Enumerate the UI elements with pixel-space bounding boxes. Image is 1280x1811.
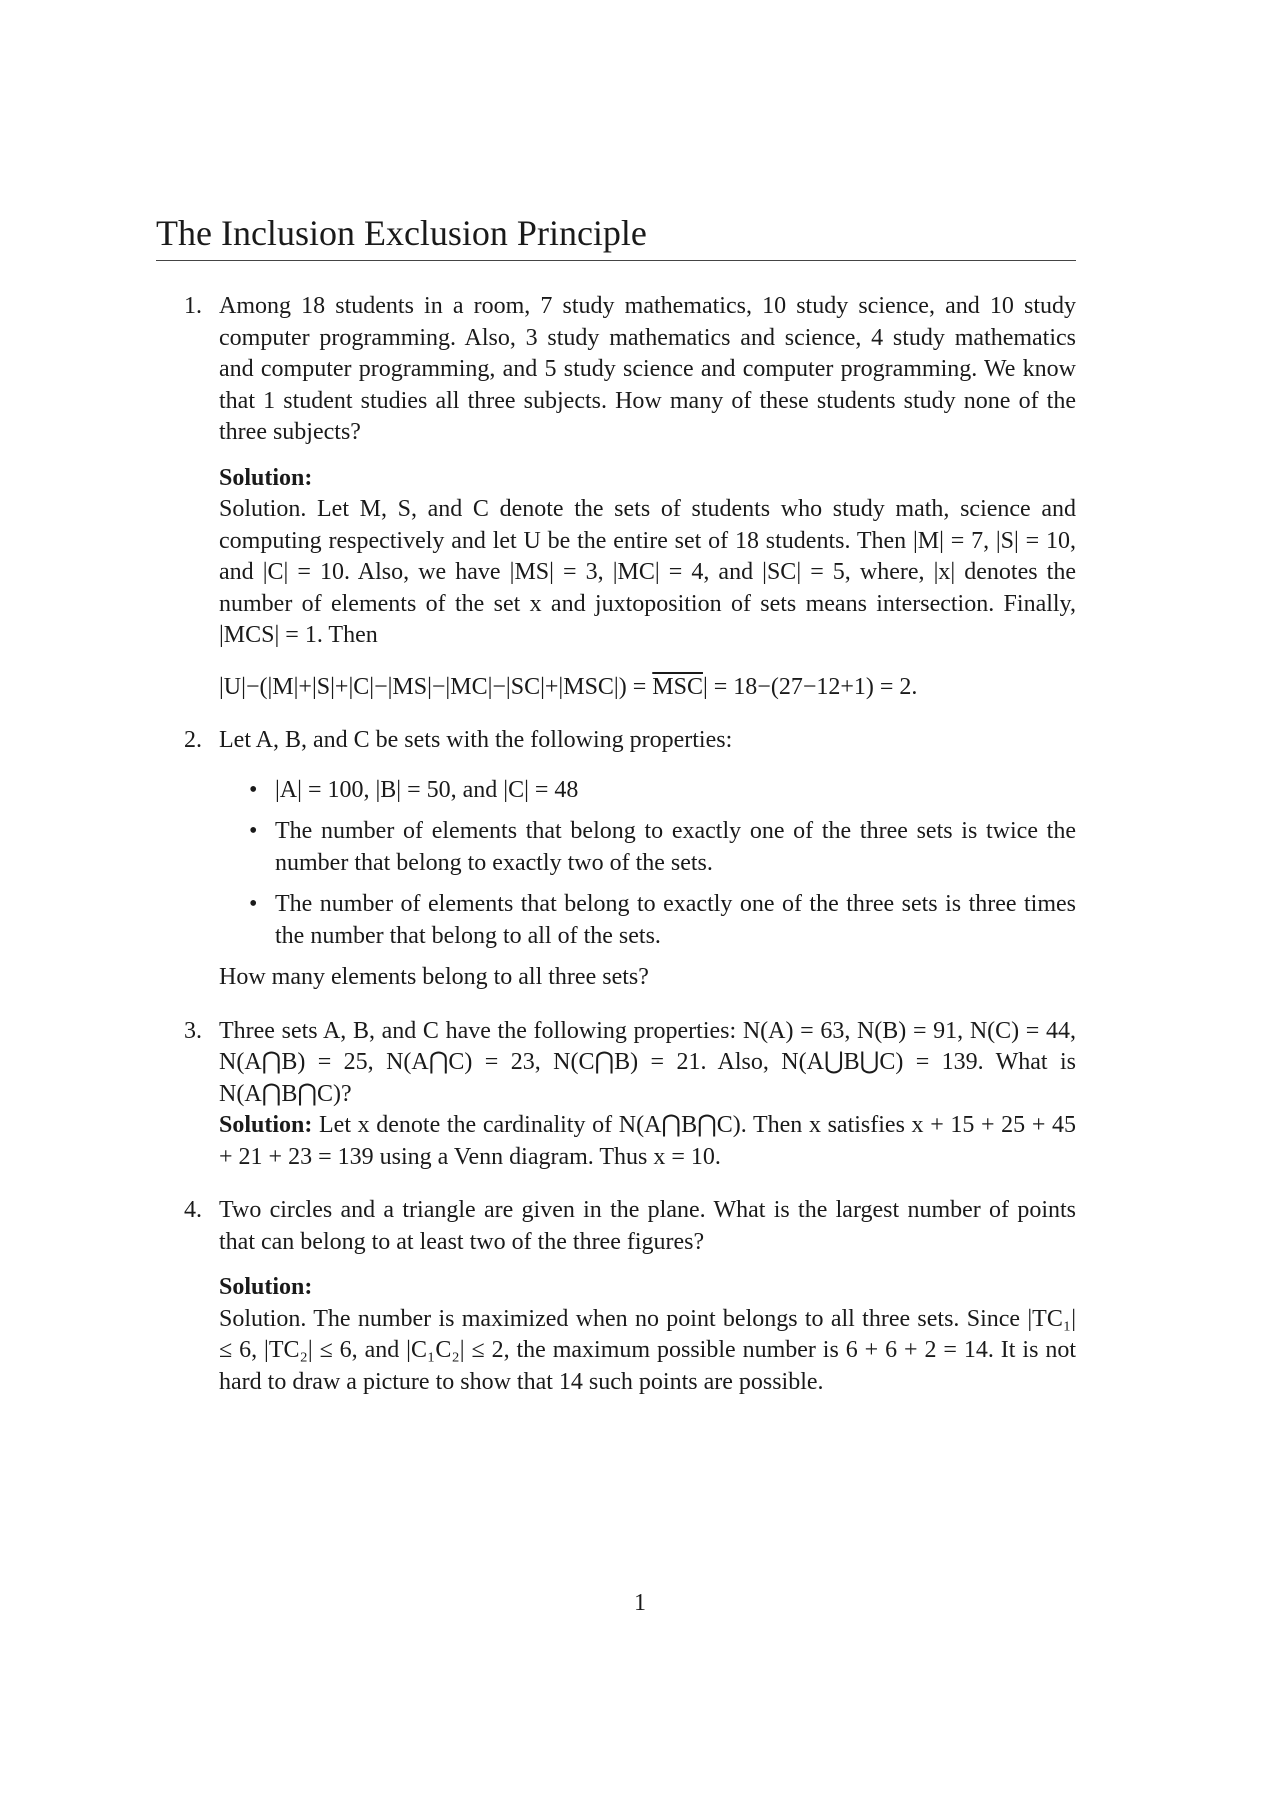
- problem-number: 2.: [184, 727, 202, 753]
- solution-label: Solution:: [219, 1112, 313, 1138]
- problem-number: 3.: [184, 1017, 202, 1044]
- problem-number: 4.: [184, 1197, 202, 1223]
- bullet-icon: •: [249, 776, 258, 803]
- solution: [219, 1110, 1076, 1173]
- solution-text: Solution. Let M, S, and C denote the sets of students who study math, science and computing respectively and let U be the entire set of 18 students. Then |M| = 7, |S| = 10, and |C| = 10. Also, we have |MS| = 3, |MC| = 4, and |SC| = 5, where, |x| denotes the number of elements of the set x and juxtoposition of sets means intersection. Finally, |MCS| = 1. Then: [219, 496, 1076, 648]
- equation: [219, 672, 1076, 704]
- followup-question: How many elements belong to all three sets?: [219, 964, 649, 990]
- solution-text: Solution. The number is maximized when no point belongs to all three sets. Since |TC₁| ≤ 6, |TC₂| ≤ 6, and |C₁C₂| ≤ 2, the maximum possible number is 6 + 6 + 2 = 14. It is not hard to draw a picture to show that 14 such points are possible.: [219, 1305, 1076, 1395]
- solution-label: Solution:: [219, 1274, 313, 1300]
- problem-text: Three sets A, B, and C have the following properties: N(A) = 63, N(B) = 91, N(C) = 44, N(A⋂B) = 25, N(A⋂C) = 23, N(C⋂B) = 21. Also, N(A⋃B⋃C) = 139. What is N(A⋂B⋂C)?: [219, 1017, 1076, 1107]
- equation-rhs: | = 18−(27−12+1) = 2.: [702, 673, 918, 700]
- property-item: • The number of elements that belong to exactly one of the three sets is twice the number that belong to exactly two of the sets.: [249, 818, 1076, 876]
- document-page: [156, 212, 1076, 1420]
- problem-4: [156, 1195, 1076, 1398]
- problem-text: Two circles and a triangle are given in the plane. What is the largest number of points that can belong to at least two of the three figures?: [219, 1197, 1076, 1255]
- property-item: • |A| = 100, |B| = 50, and |C| = 48: [219, 775, 1076, 807]
- property-item: • The number of elements that belong to exactly one of the three sets is three times the number that belong to all of the sets.: [249, 891, 1076, 949]
- solution-text: Let x denote the cardinality of N(A⋂B⋂C). Then x satisfies x + 15 + 25 + 45 + 21 + 23 = 139 using a Venn diagram. Thus x = 10.: [219, 1112, 1076, 1170]
- problem-2: [156, 725, 1076, 994]
- problem-list: [156, 291, 1076, 1398]
- problem-text: Let A, B, and C be sets with the following properties:: [219, 727, 733, 753]
- problem-number: 1.: [184, 293, 202, 319]
- problem-1: [156, 291, 1076, 703]
- property-list: [219, 775, 1076, 953]
- problem-3: [156, 1016, 1076, 1174]
- bullet-icon: •: [249, 818, 258, 844]
- page-title: The Inclusion Exclusion Principle: [156, 212, 1076, 261]
- problem-text: Among 18 students in a room, 7 study mathematics, 10 study science, and 10 study computer programming. Also, 3 study mathematics and science, 4 study mathematics and computer programming, and 5 study science and computer programming. We know that 1 student studies all three subjects. How many of these students study none of the three subjects?: [219, 293, 1076, 445]
- equation-overline: $\overline{MSC}$: [652, 673, 703, 700]
- equation-lhs: |U|−(|M|+|S|+|C|−|MS|−|MC|−|SC|+|MSC|) =: [219, 673, 653, 700]
- page-number: 1: [634, 1590, 646, 1616]
- bullet-icon: •: [249, 891, 258, 917]
- solution-label: Solution:: [219, 464, 313, 491]
